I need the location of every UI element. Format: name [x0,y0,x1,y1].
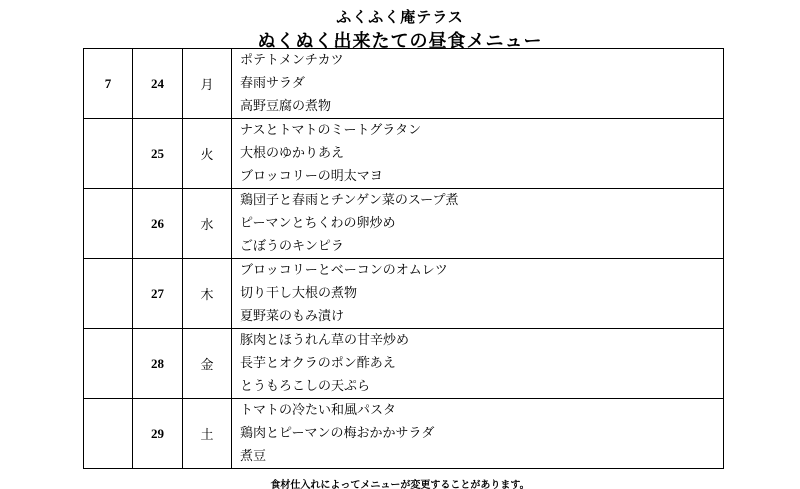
dishes-cell [232,399,724,469]
menu-row [84,189,724,259]
weekday-cell: 火 [183,119,232,189]
day-cell: 25 [133,119,183,189]
menu-row [84,49,724,119]
menu-row [84,119,724,189]
dish-item: 春雨サラダ [240,76,305,91]
menu-row [84,259,724,329]
footer-note: 食材仕入れによってメニューが変更することがあります。 [270,480,530,489]
day-cell: 29 [133,399,183,469]
weekday-cell: 月 [183,49,232,119]
dish-item: 高野豆腐の煮物 [240,99,332,114]
menu-row [84,329,724,399]
menu-subtitle: ぬくぬく出来たての昼食メニュー [257,31,543,52]
dishes-cell [232,259,724,329]
month-cell [84,119,133,189]
dish-item: 鶏肉とピーマンの梅おかかサラダ [240,426,435,441]
menu-table [83,48,724,469]
venue-title: ふくふく庵テラス [336,8,464,26]
dish-item: ナスとトマトのミートグラタン [240,123,422,138]
dish-item: 鶏団子と春雨とチンゲン菜のスープ煮 [240,193,459,208]
dish-item: ポテトメンチカツ [240,53,344,68]
dishes-cell [232,49,724,119]
dish-item: トマトの冷たい和風パスタ [240,403,397,418]
dish-item: 煮豆 [240,449,267,464]
dish-item: 切り干し大根の煮物 [240,286,358,301]
month-cell [84,329,133,399]
dishes-cell [232,329,724,399]
month-cell [84,189,133,259]
day-cell: 24 [133,49,183,119]
day-cell: 28 [133,329,183,399]
dish-item: ごぼうのキンピラ [240,239,344,254]
month-cell: 7 [84,49,133,119]
weekday-cell: 金 [183,329,232,399]
month-cell [84,259,133,329]
dish-item: 大根のゆかりあえ [240,146,345,161]
weekday-cell: 土 [183,399,232,469]
month-cell [84,399,133,469]
menu-row [84,399,724,469]
dish-item: 夏野菜のもみ漬け [240,309,345,324]
weekday-cell: 水 [183,189,232,259]
dishes-cell [232,189,724,259]
dish-item: 豚肉とほうれん草の甘辛炒め [240,333,410,348]
dish-item: とうもろこしの天ぷら [240,379,371,394]
dishes-cell [232,119,724,189]
dish-item: ブロッコリーとベーコンのオムレツ [240,263,448,278]
day-cell: 26 [133,189,183,259]
day-cell: 27 [133,259,183,329]
weekday-cell: 木 [183,259,232,329]
dish-item: 長芋とオクラのポン酢あえ [240,356,396,371]
dish-item: ブロッコリーの明太マヨ [240,169,383,184]
dish-item: ピーマンとちくわの卵炒め [240,216,396,231]
